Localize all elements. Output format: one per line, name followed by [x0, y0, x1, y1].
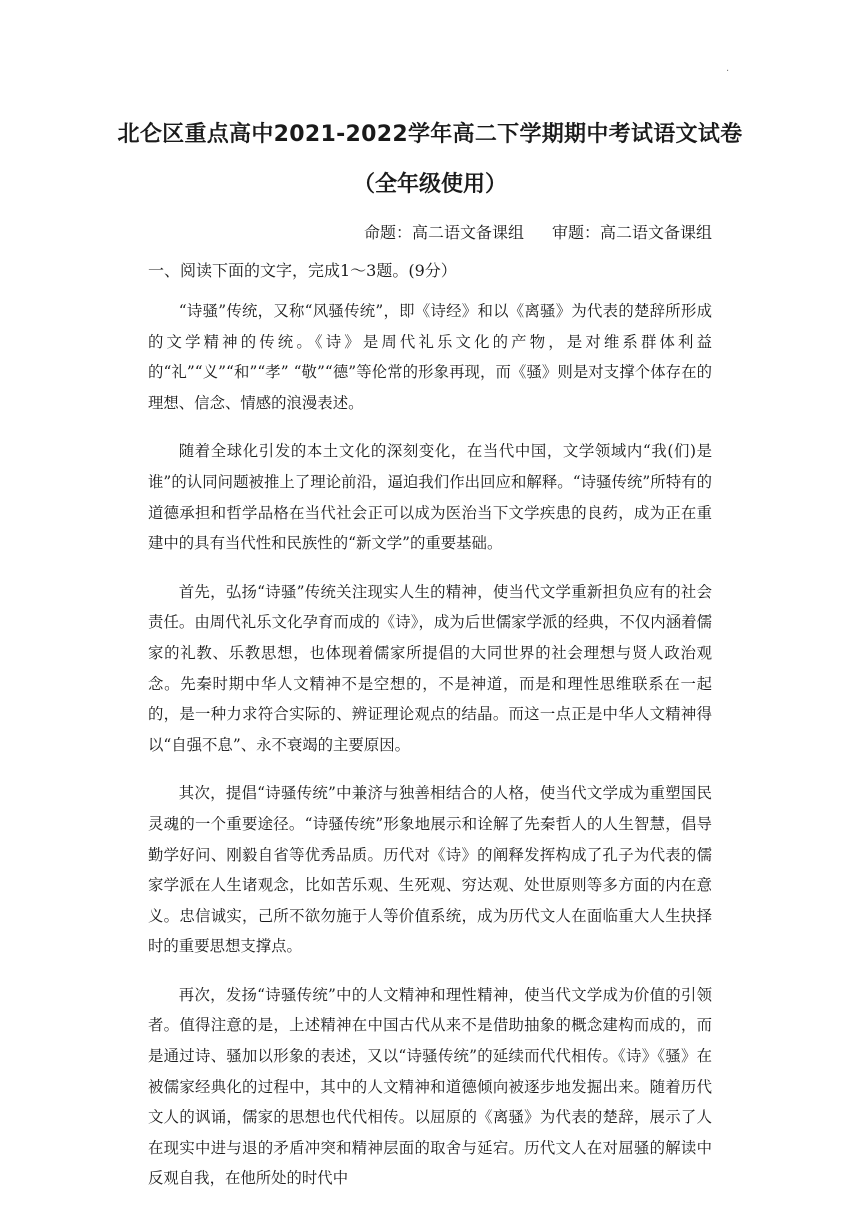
reviewer-credit: 审题：高二语文备课组 [551, 223, 712, 242]
passage-paragraph-5: 再次，发扬“诗骚传统”中的人文精神和理性精神，使当代文学成为价值的引领者。值得注意的是，上述精神在中国古代从来不是借助抽象的概念建构而成的，而是通过诗、骚加以形象的表述，又以“诗骚传统”的延续而代代相传。《诗》《骚》在被儒家经典化的过程中，其中的人文精神和道德倾向被逐步地发掘出来。随着历代文人的讽诵，儒家的思想也代代相传。以屈原的《离骚》为代表的楚辞，展示了人在现实中进与退的矛盾冲突和精神层面的取舍与延宕。历代文人在对屈骚的解读中反观自我，在他所处的时代中 [148, 985, 712, 1188]
author-credit: 命题：高二语文备课组 [363, 223, 524, 242]
corner-mark: · [726, 66, 730, 77]
exam-subtitle: （全年级使用） [352, 172, 507, 197]
passage-paragraph-4: 其次，提倡“诗骚传统”中兼济与独善相结合的人格，使当代文学成为重塑国民灵魂的一个重要途径。“诗骚传统”形象地展示和诠解了先秦哲人的人生智慧，倡导勤学好问、刚毅自省等优秀品质。历代对《诗》的阐释发挥构成了孔子为代表的儒家学派在人生诸观念，比如苦乐观、生死观、穷达观、处世原则等多方面的内在意义。忠信诚实，己所不欲勿施于人等价值系统，成为历代文人在面临重大人生抉择时的重要思想支撑点。 [148, 784, 712, 956]
exam-title: 北仑区重点高中2021-2022学年高二下学期期中考试语文试卷 [117, 122, 743, 147]
exam-credits [364, 220, 712, 246]
passage-paragraph-3: 首先，弘扬“诗骚”传统关注现实人生的精神，使当代文学重新担负应有的社会责任。由周代礼乐文化孕育而成的《诗》，成为后世儒家学派的经典，不仅内涵着儒家的礼教、乐教思想，也体现着儒家所提倡的大同世界的社会理想与贤人政治观念。先秦时期中华人文精神不是空想的，不是神道，而是和理性思维联系在一起的，是一种力求符合实际的、辨证理论观点的结晶。而这一点正是中华人文精神得以“自强不息”、永不衰竭的主要原因。 [148, 582, 712, 754]
section-heading: 一、阅读下面的文字，完成1～3题。(9分） [148, 261, 457, 280]
reading-passage [148, 296, 712, 1212]
passage-paragraph-2: 随着全球化引发的本土文化的深刻变化，在当代中国，文学领域内“我(们)是谁”的认同问题被推上了理论前沿，逼迫我们作出回应和解释。“诗骚传统”所特有的道德承担和哲学品格在当代社会正可以成为医治当下文学疾患的良药，成为正在重建中的具有当代性和民族性的“新文学”的重要基础。 [148, 442, 712, 553]
passage-paragraph-1: “诗骚”传统，又称“风骚传统”，即《诗经》和以《离骚》为代表的楚辞所形成的文学精神的传统。《诗》是周代礼乐文化的产物，是对维系群体利益的“礼”“义”“和”“孝” “敬”“德”等伦常的形象再现，而《骚》则是对支撑个体存在的理想、信念、情感的浪漫表述。 [148, 302, 712, 412]
